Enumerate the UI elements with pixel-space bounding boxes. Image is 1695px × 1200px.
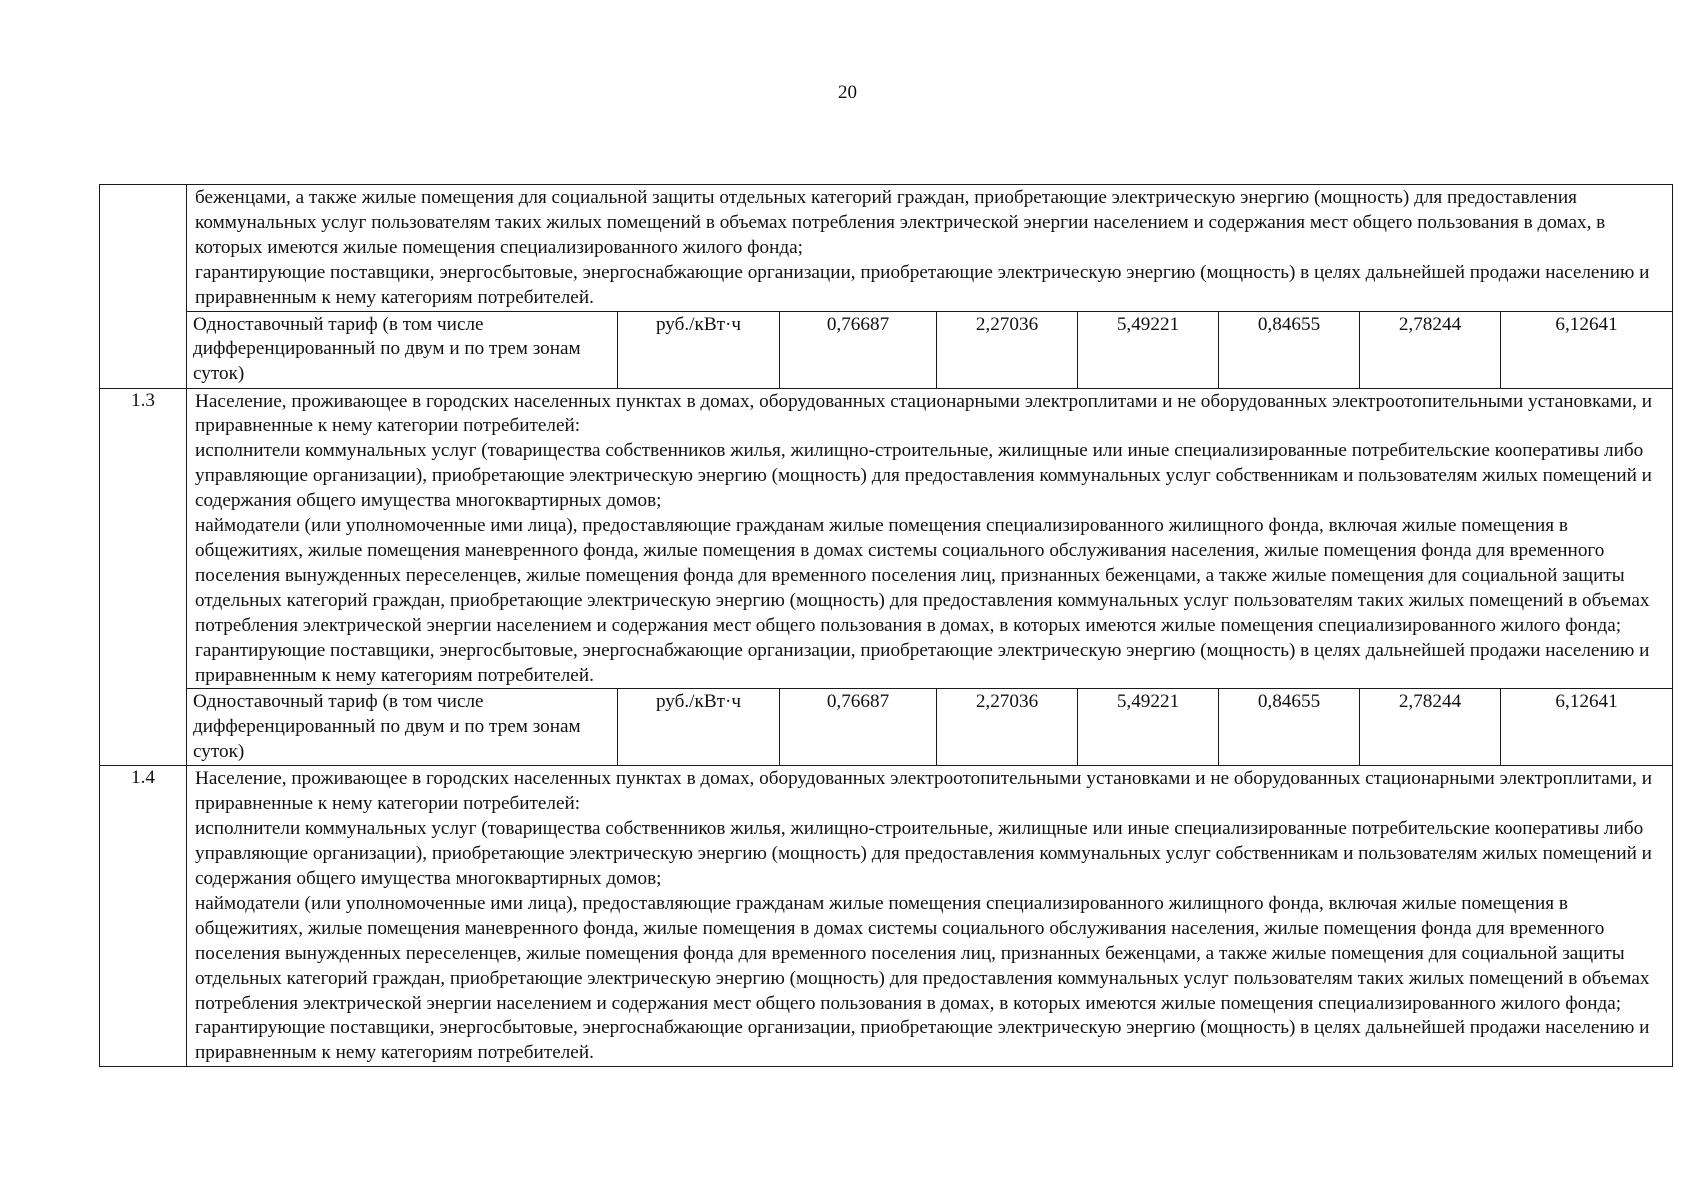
category-paragraph: гарантирующие поставщики, энергосбытовые, энергоснабжающие организации, приобретающие электрическую энергию (мощность) в целях дальнейшей продажи населению и приравненным к нему категориям потребителей. [195,1017,1650,1064]
category-paragraph: гарантирующие поставщики, энергосбытовые, энергоснабжающие организации, приобретающие электрическую энергию (мощность) в целях дальнейшей продажи населению и приравненным к нему категориям потребителей. [195,261,1650,308]
tariff-value: 2,27036 [937,311,1078,388]
category-description [187,185,1673,312]
category-paragraph: исполнители коммунальных услуг (товарищества собственников жилья, жилищно-строительные, жилищные или иные специализированные потребительские кооперативы либо управляющие организации), приобретающие электрическую энергию (мощность) для предоставления коммунальных услуг собственникам и пользователям жилых помещений и содержания общего имущества многоквартирных домов; [195,440,1652,512]
tariff-unit: руб./кВт·ч [618,311,780,388]
category-paragraph: гарантирующие поставщики, энергосбытовые, энергоснабжающие организации, приобретающие электрическую энергию (мощность) в целях дальнейшей продажи населению и приравненным к нему категориям потребителей. [195,639,1650,686]
tariff-value: 0,84655 [1219,311,1360,388]
category-paragraph: наймодатели (или уполномоченные ими лица), предоставляющие гражданам жилые помещения специализированного жилищного фонда, включая жилые помещения в общежитиях, жилые помещения маневренного фонда, жилые помещения в домах системы социального обслуживания населения, жилые помещения фонда для временного поселения вынужденных переселенцев, жилые помещения фонда для временного поселения лиц, признанных беженцами, а также жилые помещения для социальной защиты отдельных категорий граждан, приобретающие электрическую энергию (мощность) для предоставления коммунальных услуг пользователям таких жилых помещений в объемах потребления электрической энергии населением и содержания мест общего пользования в домах, в которых имеются жилые помещения специализированного жилого фонда; [195,515,1650,636]
page-number: 20 [838,82,857,103]
tariff-row [100,689,1673,766]
tariff-value: 2,78244 [1360,311,1501,388]
category-paragraph: Население, проживающее в городских населенных пунктах в домах, оборудованных электроотопительными установками и не оборудованных стационарными электроплитами, и приравненные к нему категории потребителей: [195,768,1652,815]
table-row [100,388,1673,689]
tariff-value: 6,12641 [1501,311,1673,388]
category-paragraph: беженцами, а также жилые помещения для социальной защиты отдельных категорий граждан, приобретающие электрическую энергию (мощность) для предоставления коммунальных услуг пользователям таких жилых помещений в объемах потребления электрической энергии населением и содержания мест общего пользования в домах, в которых имеются жилые помещения специализированного жилого фонда; [195,187,1606,258]
category-paragraph: исполнители коммунальных услуг (товарищества собственников жилья, жилищно-строительные, жилищные или иные специализированные потребительские кооперативы либо управляющие организации), приобретающие электрическую энергию (мощность) для предоставления коммунальных услуг собственникам и пользователям жилых помещений и содержания общего имущества многоквартирных домов; [195,818,1652,890]
tariff-value: 2,78244 [1360,689,1501,766]
tariff-label: Одноставочный тариф (в том числе дифференцированный по двум и по трем зонам суток) [193,313,581,385]
category-description [187,766,1673,1067]
tariff-value: 0,76687 [780,689,937,766]
row-number-cell: 1.3 [100,388,187,766]
tariff-value: 0,84655 [1219,689,1360,766]
tariff-label-cell [187,311,618,388]
category-paragraph: наймодатели (или уполномоченные ими лица), предоставляющие гражданам жилые помещения специализированного жилищного фонда, включая жилые помещения в общежитиях, жилые помещения маневренного фонда, жилые помещения в домах системы социального обслуживания населения, жилые помещения фонда для временного поселения вынужденных переселенцев, жилые помещения фонда для временного поселения лиц, признанных беженцами, а также жилые помещения для социальной защиты отдельных категорий граждан, приобретающие электрическую энергию (мощность) для предоставления коммунальных услуг пользователям таких жилых помещений в объемах потребления электрической энергии населением и содержания мест общего пользования в домах, в которых имеются жилые помещения специализированного жилого фонда; [195,892,1650,1014]
tariff-table [99,184,1673,1067]
category-description [187,388,1673,689]
row-number-cell: 1.4 [100,766,187,1067]
category-paragraph: Население, проживающее в городских населенных пунктах в домах, оборудованных стационарными электроплитами и не оборудованных электроотопительными установками, и приравненные к нему категории потребителей: [195,390,1652,437]
tariff-value: 0,76687 [780,311,937,388]
tariff-value: 5,49221 [1078,311,1219,388]
tariff-label-cell [187,689,618,766]
tariff-label: Одноставочный тариф (в том числе дифференцированный по двум и по трем зонам суток) [193,691,581,763]
row-number-cell [100,185,187,389]
tariff-value: 5,49221 [1078,689,1219,766]
tariff-value: 6,12641 [1501,689,1673,766]
tariff-unit: руб./кВт·ч [618,689,780,766]
tariff-row [100,311,1673,388]
table-row [100,766,1673,1067]
tariff-value: 2,27036 [937,689,1078,766]
table-row [100,185,1673,312]
